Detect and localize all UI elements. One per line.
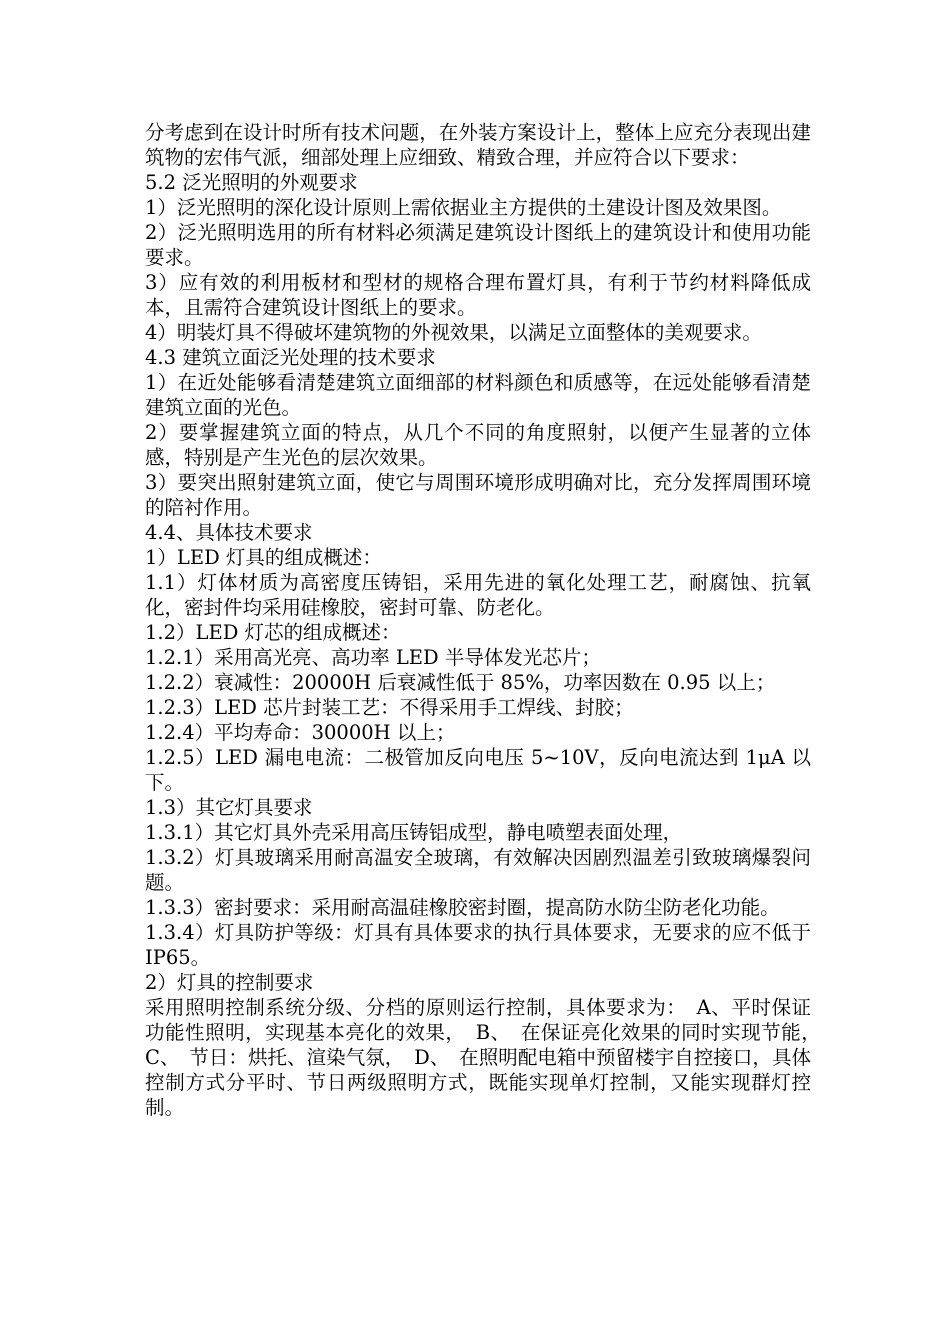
paragraph-1-2-3: 1.2.3）LED 芯片封装工艺：不得采用手工焊线、封胶； — [145, 696, 634, 719]
paragraph-1-2-2: 1.2.2）衰减性：20000H 后衰减性低于 85%，功率因数在 0.95 以上； — [145, 671, 776, 694]
heading-4-4: 4.4、具体技术要求 — [145, 521, 313, 544]
paragraph-1-3-2: 1.3.2）灯具玻璃采用耐高温安全玻璃，有效解决因剧烈温差引致玻璃爆裂问题。 — [145, 846, 811, 894]
heading-5-2: 5.2 泛光照明的外观要求 — [145, 171, 358, 194]
paragraph-5-2-item-4: 4）明装灯具不得破坏建筑物的外视效果，以满足立面整体的美观要求。 — [145, 321, 762, 344]
document-page — [145, 120, 831, 1120]
subheading-1-2: 1.2）LED 灯芯的组成概述： — [145, 621, 401, 644]
paragraph-1-3-3: 1.3.3）密封要求：采用耐高温硅橡胶密封圈，提高防水防尘防老化功能。 — [145, 896, 780, 919]
paragraph-5-2-item-2: 2）泛光照明选用的所有材料必须满足建筑设计图纸上的建筑设计和使用功能要求。 — [145, 221, 811, 269]
paragraph-1-1: 1.1）灯体材质为高密度压铸铝，采用先进的氧化处理工艺，耐腐蚀、抗氧化，密封件均采用硅橡胶，密封可靠、防老化。 — [145, 571, 811, 619]
paragraph-1-3-1: 1.3.1）其它灯具外壳采用高压铸铝成型，静电喷塑表面处理， — [145, 821, 683, 844]
paragraph-5-2-item-3: 3）应有效的利用板材和型材的规格合理布置灯具，有利于节约材料降低成本，且需符合建筑设计图纸上的要求。 — [145, 271, 811, 319]
subheading-1-3: 1.3）其它灯具要求 — [145, 796, 313, 819]
paragraph-5-2-item-1: 1）泛光照明的深化设计原则上需依据业主方提供的土建设计图及效果图。 — [145, 196, 782, 219]
paragraph-intro: 分考虑到在设计时所有技术问题，在外装方案设计上，整体上应充分表现出建筑物的宏伟气派，细部处理上应细致、精致合理，并应符合以下要求： — [145, 121, 811, 169]
paragraph-4-3-item-3: 3）要突出照射建筑立面，使它与周围环境形成明确对比，充分发挥周围环境的陪衬作用。 — [145, 471, 811, 519]
paragraph-4-3-item-1: 1）在近处能够看清楚建筑立面细部的材料颜色和质感等，在远处能够看清楚建筑立面的光色。 — [145, 371, 811, 419]
paragraph-4-3-item-2: 2）要掌握建筑立面的特点，从几个不同的角度照射，以便产生显著的立体感，特别是产生光色的层次效果。 — [145, 421, 811, 469]
paragraph-control: 采用照明控制系统分级、分档的原则运行控制，具体要求为： A、平时保证功能性照明，实现基本亮化的效果， B、 在保证亮化效果的同时实现节能， C、 节日：烘托、渲染气氛， D、 在照明配电箱中预留楼宇自控接口，具体控制方式分平时、节日两级照明方式，既能实现单灯控制，又能实现群灯控制。 — [145, 996, 831, 1119]
subheading-led-composition: 1）LED 灯具的组成概述： — [145, 546, 382, 569]
paragraph-1-2-5: 1.2.5）LED 漏电电流：二极管加反向电压 5~10V，反向电流达到 1μA 以下。 — [145, 746, 811, 794]
paragraph-1-2-1: 1.2.1）采用高光亮、高功率 LED 半导体发光芯片； — [145, 646, 601, 669]
heading-4-3: 4.3 建筑立面泛光处理的技术要求 — [145, 346, 436, 369]
subheading-control: 2）灯具的控制要求 — [145, 971, 314, 994]
paragraph-1-3-4: 1.3.4）灯具防护等级：灯具有具体要求的执行具体要求，无要求的应不低于 IP65。 — [145, 921, 811, 969]
paragraph-1-2-4: 1.2.4）平均寿命：30000H 以上； — [145, 721, 456, 744]
